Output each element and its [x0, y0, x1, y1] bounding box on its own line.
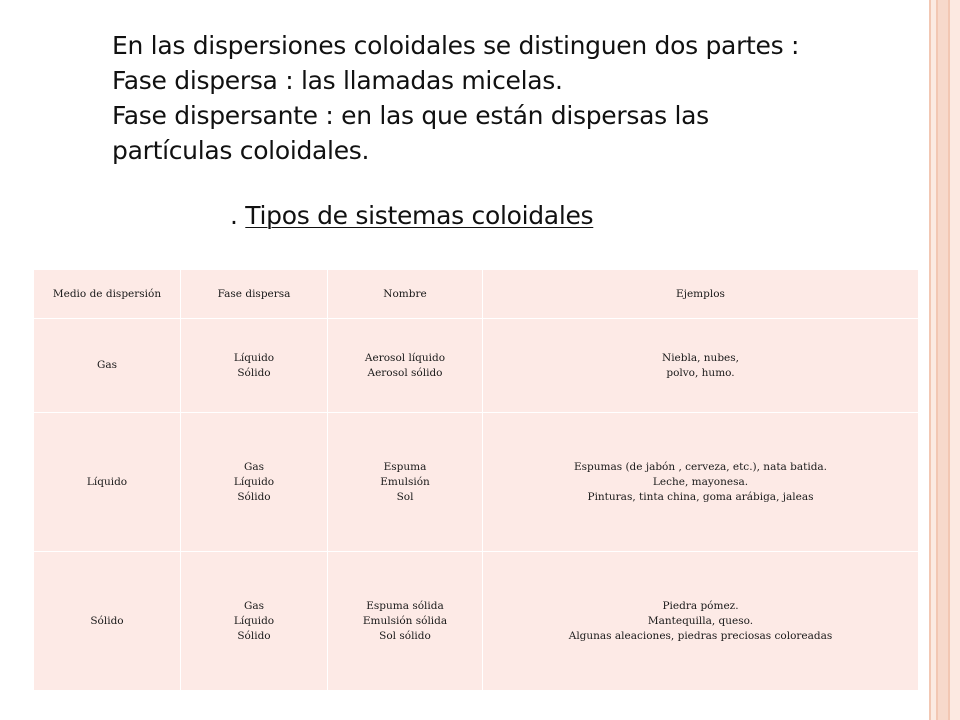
- subtitle-text: Tipos de sistemas coloidales: [245, 201, 594, 230]
- decorative-border-stripe: [950, 0, 960, 720]
- cell-fase: [181, 413, 328, 552]
- cell-line: Mantequilla, queso.: [647, 614, 754, 627]
- cell-line: Gas: [243, 460, 265, 473]
- cell-line: Piedra pómez.: [662, 599, 739, 612]
- cell-line: polvo, humo.: [666, 366, 735, 379]
- cell-nombre: [328, 552, 483, 691]
- subtitle-prefix: .: [230, 201, 246, 230]
- table-header-row: [34, 270, 919, 319]
- cell-line: Sol: [396, 490, 414, 503]
- cell-line: Líquido: [233, 475, 275, 488]
- cell-nombre: [328, 319, 483, 413]
- cell-fase: [181, 319, 328, 413]
- cell-line: Líquido: [233, 351, 275, 364]
- cell-medio: Sólido: [34, 552, 181, 691]
- intro-line: En las dispersiones coloidales se distinguen dos partes :: [112, 31, 800, 60]
- cell-line: Aerosol sólido: [367, 366, 443, 379]
- header-ejemplos: Ejemplos: [483, 270, 919, 319]
- section-subtitle: [230, 198, 593, 233]
- cell-line: Aerosol líquido: [364, 351, 446, 364]
- cell-line: Emulsión sólida: [362, 614, 448, 627]
- header-nombre: Nombre: [328, 270, 483, 319]
- cell-line: Espumas (de jabón , cerveza, etc.), nata batida.: [573, 460, 828, 473]
- intro-line: Fase dispersa : las llamadas micelas.: [112, 66, 563, 95]
- cell-line: Algunas aleaciones, piedras preciosas coloreadas: [568, 629, 833, 642]
- cell-line: Pinturas, tinta china, goma arábiga, jaleas: [587, 490, 814, 503]
- header-medio: Medio de dispersión: [34, 270, 181, 319]
- cell-line: Sol sólido: [379, 629, 431, 642]
- cell-ejemplos: [483, 319, 919, 413]
- intro-line: partículas coloidales.: [112, 136, 370, 165]
- cell-line: Líquido: [233, 614, 275, 627]
- cell-line: Espuma sólida: [366, 599, 444, 612]
- decorative-border-stripe: [938, 0, 948, 720]
- cell-line: Leche, mayonesa.: [652, 475, 749, 488]
- cell-line: Emulsión: [380, 475, 430, 488]
- cell-nombre: [328, 413, 483, 552]
- cell-fase: [181, 552, 328, 691]
- intro-line: Fase dispersante : en las que están dispersas las: [112, 101, 709, 130]
- table-row: [34, 319, 919, 413]
- intro-text: [112, 28, 922, 168]
- table-row: [34, 413, 919, 552]
- cell-medio: Gas: [34, 319, 181, 413]
- cell-medio: Líquido: [34, 413, 181, 552]
- header-fase: Fase dispersa: [181, 270, 328, 319]
- cell-ejemplos: [483, 413, 919, 552]
- cell-line: Niebla, nubes,: [662, 351, 739, 364]
- cell-ejemplos: [483, 552, 919, 691]
- cell-line: Espuma: [383, 460, 427, 473]
- colloid-types-table: [34, 270, 919, 691]
- cell-line: Gas: [243, 599, 265, 612]
- cell-line: Sólido: [237, 490, 271, 503]
- cell-line: Sólido: [237, 366, 271, 379]
- cell-line: Sólido: [237, 629, 271, 642]
- table-row: [34, 552, 919, 691]
